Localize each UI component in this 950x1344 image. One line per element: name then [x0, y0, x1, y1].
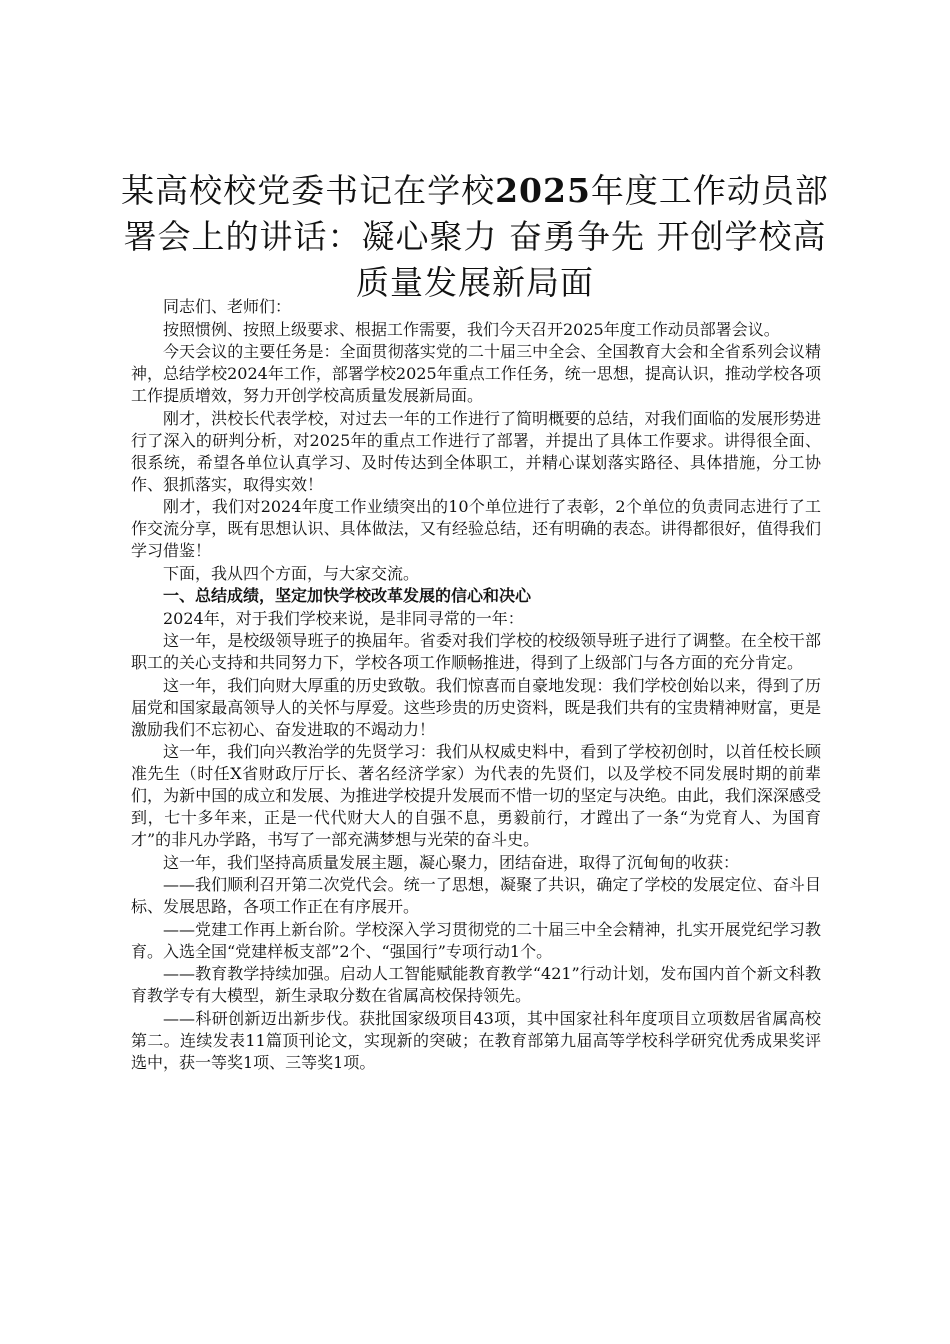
body-paragraph: 刚才，我们对2024年度工作业绩突出的10个单位进行了表彰，2个单位的负责同志进行了工作交流分享，既有思想认识、具体做法，又有经验总结，还有明确的表态。讲得都很好，值得我们学习借鉴！ — [131, 497, 821, 560]
body-paragraph: 这一年，是校级领导班子的换届年。省委对我们学校的校级领导班子进行了调整。在全校干部职工的关心支持和共同努力下，学校各项工作顺畅推进，得到了上级部门与各方面的充分肯定。 — [131, 631, 821, 672]
body-paragraph: 今天会议的主要任务是：全面贯彻落实党的二十届三中全会、全国教育大会和全省系列会议精神，总结学校2024年工作，部署学校2025年重点工作任务，统一思想，提高认识，推动学校各项工作提质增效，努力开创学校高质量发展新局面。 — [131, 342, 821, 405]
document-body — [131, 296, 821, 1074]
document-title — [110, 168, 840, 306]
salutation: 同志们、老师们： — [163, 297, 292, 316]
body-paragraph: 按照惯例、按照上级要求、根据工作需要，我们今天召开2025年度工作动员部署会议。 — [163, 319, 780, 339]
body-paragraph: 这一年，我们向兴教治学的先贤学习：我们从权威史料中，看到了学校初创时，以首任校长顾准先生（时任X省财政厅厅长、著名经济学家）为代表的先贤们，以及学校不同发展时期的前辈们，为新中国的成立和发展、为推进学校提升发展而不惜一切的坚定与决绝。由此，我们深深感受到，七十多年来，正是一代代财大人的自强不息，勇毅前行，才蹚出了一条“为党育人、为国育才”的非凡办学路，书写了一部充满梦想与光荣的奋斗史。 — [131, 742, 821, 849]
title-part-2: 年度工作动员部署会上的讲话：凝心聚力 奋勇争先 开创学校高质量发展新局面 — [123, 171, 829, 302]
body-paragraph: 2024年，对于我们学校来说，是非同寻常的一年： — [163, 608, 524, 628]
body-paragraph: 这一年，我们向财大厚重的历史致敬。我们惊喜而自豪地发现：我们学校创始以来，得到了历届党和国家最高领导人的关怀与厚爱。这些珍贵的历史资料，既是我们共有的宝贵精神财富，更是激励我们不忘初心、奋发进取的不竭动力！ — [131, 675, 821, 739]
achievement-item: ——教育教学持续加强。启动人工智能赋能教育教学“421”行动计划，发布国内首个新文科教育教学专有大模型，新生录取分数在省属高校保持领先。 — [131, 964, 821, 1005]
achievement-item: ——科研创新迈出新步伐。获批国家级项目43项，其中国家社科年度项目立项数居省属高校第二。连续发表11篇顶刊论文，实现新的突破；在教育部第九届高等学校科学研究优秀成果奖评选中，获一等奖1项、三等奖1项。 — [131, 1008, 821, 1072]
title-part-1: 某高校校党委书记在学校 — [121, 171, 496, 210]
body-paragraph: 下面，我从四个方面，与大家交流。 — [163, 563, 420, 583]
section-heading: 一、总结成绩，坚定加快学校改革发展的信心和决心 — [163, 586, 532, 605]
title-year: 2025 — [495, 171, 591, 210]
achievement-item: ——我们顺利召开第二次党代会。统一了思想，凝聚了共识，确定了学校的发展定位、奋斗目标、发展思路，各项工作正在有序展开。 — [131, 875, 821, 916]
body-paragraph: 这一年，我们坚持高质量发展主题，凝心聚力，团结奋进，取得了沉甸甸的收获： — [163, 852, 740, 872]
body-paragraph: 刚才，洪校长代表学校，对过去一年的工作进行了简明概要的总结，对我们面临的发展形势进行了深入的研判分析，对2025年的重点工作进行了部署，并提出了具体工作要求。讲得很全面、很系统，希望各单位认真学习、及时传达到全体职工，并精心谋划落实路径、具体措施，分工协作、狠抓落实，取得实效！ — [131, 408, 821, 494]
achievement-item: ——党建工作再上新台阶。学校深入学习贯彻党的二十届三中全会精神，扎实开展党纪学习教育。入选全国“党建样板支部”2个、“强国行”专项行动1个。 — [131, 919, 821, 961]
